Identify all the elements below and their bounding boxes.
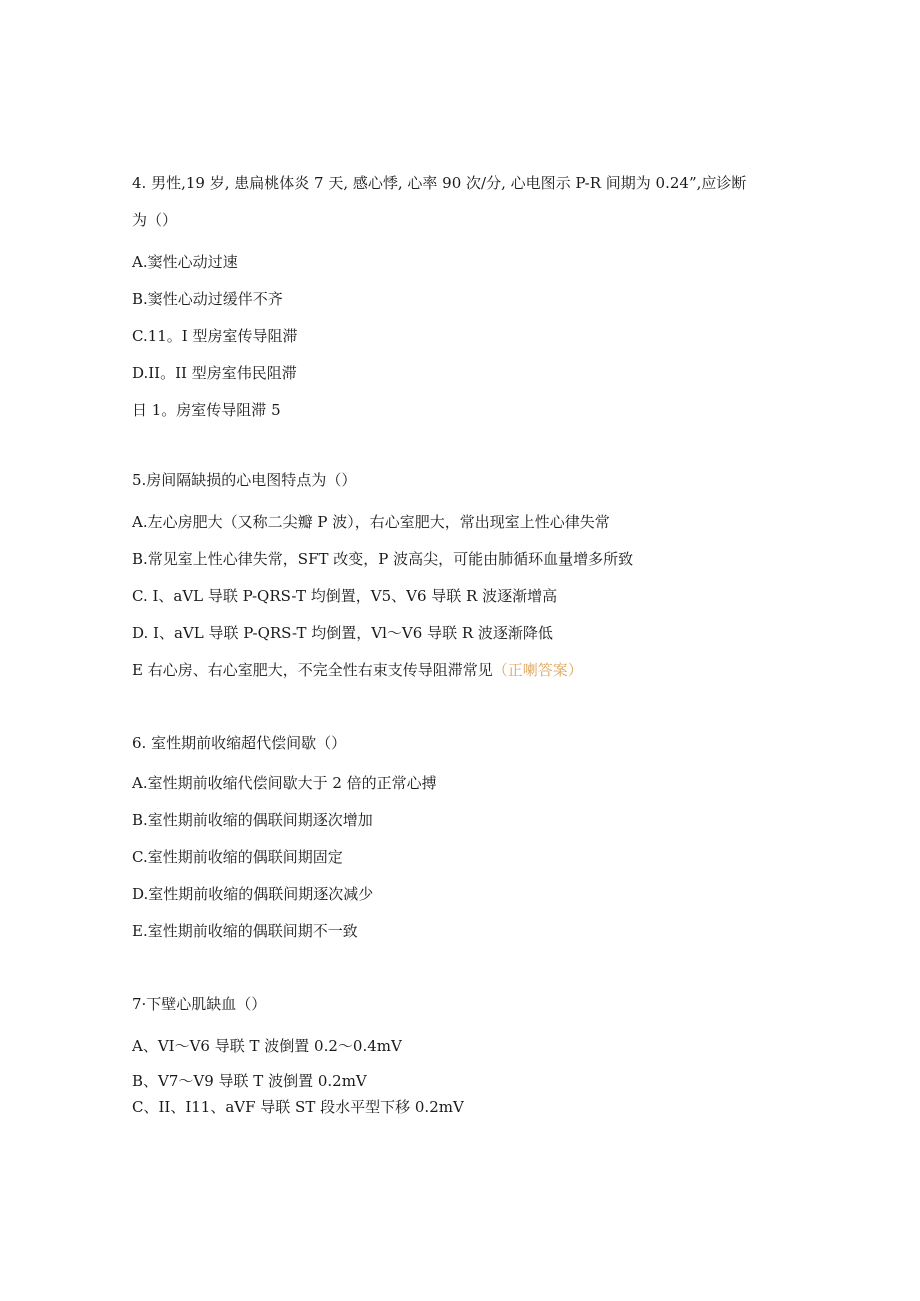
question-5-option-c: C. I、aVL 导联 P-QRS-T 均倒置，V5、V6 导联 R 波逐渐增高	[132, 587, 558, 605]
question-5-option-e-row	[132, 660, 583, 680]
question-6-stem: 6. 室性期前收缩超代偿间歇（）	[132, 734, 347, 752]
question-6-option-d: D.室性期前收缩的偶联间期逐次减少	[132, 885, 374, 903]
question-6-option-c: C.室性期前收缩的偶联间期固定	[132, 848, 343, 866]
question-7-option-c: C、II、I11、aVF 导联 ST 段水平型下移 0.2mV	[132, 1098, 464, 1116]
question-4-option-a: A.窦性心动过速	[132, 253, 238, 271]
question-4-option-e: 日 1。房室传导阻滞 5	[132, 401, 281, 419]
question-4-stem-line-2: 为（）	[132, 211, 178, 229]
question-5-option-b: B.常见室上性心律失常，SFT 改变，P 波高尖，可能由肺循环血量增多所致	[132, 550, 634, 568]
question-4-option-b: B.窦性心动过缓伴不齐	[132, 290, 283, 308]
question-5-option-e: E 右心房、右心室肥大，不完全性右束支传导阻滞常见	[132, 661, 493, 679]
question-5-option-d: D. I、aVL 导联 P-QRS-T 均倒置，Vl～V6 导联 R 波逐渐降低	[132, 624, 553, 642]
question-5-option-a: A.左心房肥大（又称二尖瓣 P 波），右心室肥大，常出现室上性心律失常	[132, 513, 610, 531]
question-5-stem: 5.房间隔缺损的心电图特点为（）	[132, 471, 357, 489]
question-7-option-b: B、V7～V9 导联 T 波倒置 0.2mV	[132, 1072, 367, 1090]
question-4-option-d: D.II。II 型房室伟民阻滞	[132, 364, 297, 382]
question-6-option-e: E.室性期前收缩的偶联间期不一致	[132, 922, 358, 940]
correct-answer-mark: （正喇答案）	[492, 661, 583, 679]
question-4-option-c: C.11。I 型房室传导阻滞	[132, 327, 298, 345]
question-7-stem: 7·下壁心肌缺血（）	[132, 995, 267, 1013]
question-6-option-a: A.室性期前收缩代偿间歇大于 2 倍的正常心搏	[132, 774, 437, 792]
question-7-option-a: A、VI～V6 导联 T 波倒置 0.2～0.4mV	[132, 1037, 402, 1055]
question-6-option-b: B.室性期前收缩的偶联间期逐次增加	[132, 811, 373, 829]
question-4-stem-line-1: 4. 男性,19 岁, 患扁桃体炎 7 天, 感心悸, 心率 90 次/分, 心电图示 P-R 间期为 0.24”,应诊断	[132, 174, 747, 192]
